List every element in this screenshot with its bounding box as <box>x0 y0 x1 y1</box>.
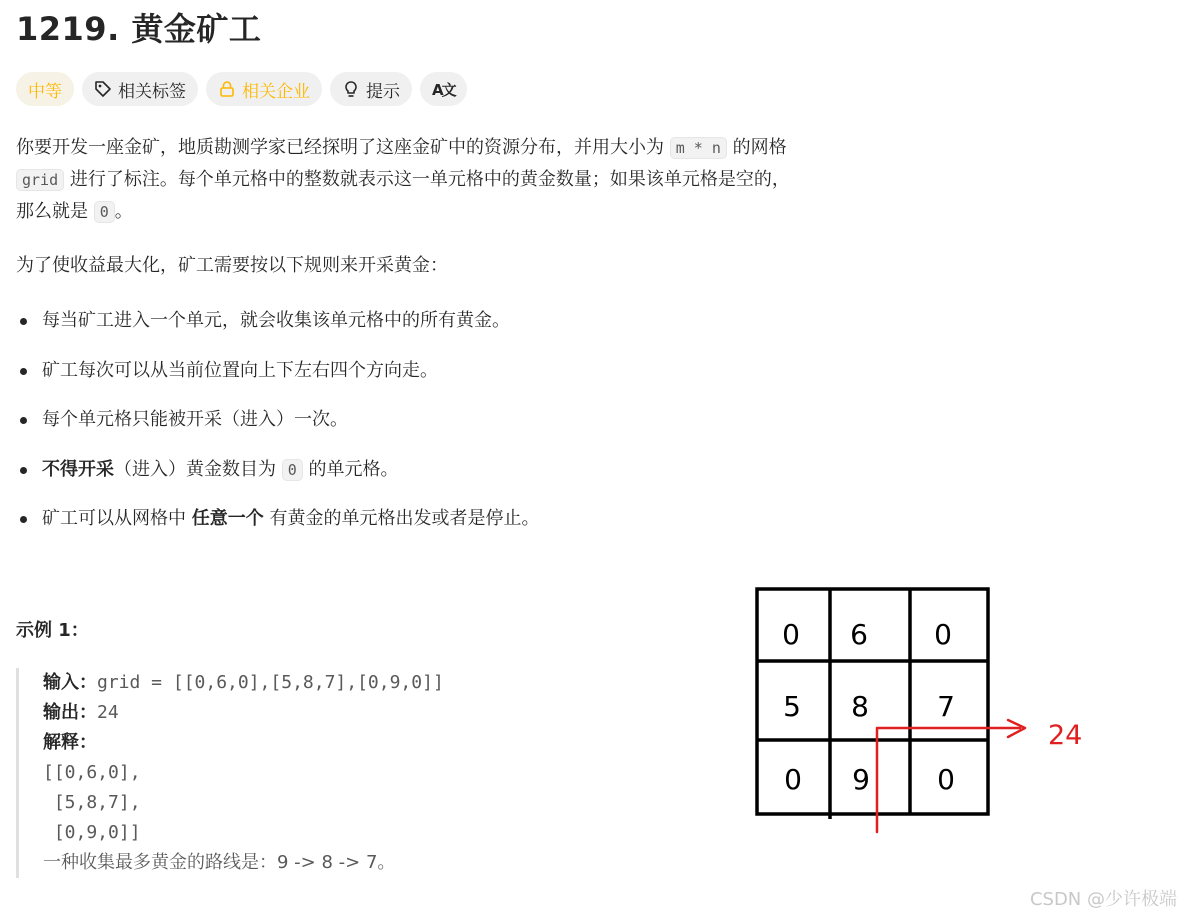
lightbulb-icon <box>342 80 360 98</box>
grid-cell-value: 0 <box>937 763 955 796</box>
grid-cell-value: 0 <box>782 618 800 651</box>
description-text: 。 <box>114 201 133 222</box>
rule-text: 每当矿工进入一个单元，就会收集该单元格中的所有黄金。 <box>42 310 510 331</box>
example-block <box>16 668 444 878</box>
grid-cell-value: 0 <box>784 763 802 796</box>
rule-text: 矿工可以从网格中 <box>42 508 192 529</box>
grid-row-text: [[0,6,0], <box>43 762 141 783</box>
companies-tag-button[interactable] <box>206 72 322 106</box>
topics-tag-label: 相关标签 <box>118 81 186 102</box>
example-input-line <box>43 668 444 698</box>
grid-row-text: [0,9,0]] <box>43 822 141 843</box>
hint-label: 提示 <box>366 81 400 102</box>
bullet-icon <box>20 368 27 375</box>
rules-list <box>16 304 539 552</box>
description-paragraph <box>16 132 790 228</box>
list-item <box>16 453 539 503</box>
bullet-icon <box>20 417 27 424</box>
grid-cell-value: 0 <box>934 618 952 651</box>
companies-tag-label: 相关企业 <box>242 81 310 102</box>
tag-bar <box>16 72 467 106</box>
example-explain-line <box>43 728 444 758</box>
topics-tag-button[interactable] <box>82 72 198 106</box>
watermark: CSDN @少许极端 <box>1029 889 1177 910</box>
grid-row-text: [5,8,7], <box>43 792 141 813</box>
inline-code: 0 <box>94 201 115 223</box>
description-text: 那么就是 <box>16 201 94 222</box>
grid-cell-value: 6 <box>850 618 868 651</box>
problem-title: 1219. 黄金矿工 <box>16 10 262 48</box>
description-text: 的网格 <box>726 137 787 158</box>
translate-button[interactable] <box>420 72 467 106</box>
difficulty-badge <box>16 72 74 106</box>
path-explanation: 一种收集最多黄金的路线是：9 -> 8 -> 7。 <box>43 852 396 873</box>
explain-label: 解释： <box>43 732 97 753</box>
rule-bold-text: 任意一个 <box>191 508 264 529</box>
difficulty-label: 中等 <box>28 81 62 102</box>
rule-bold-text: 不得开采 <box>42 458 114 480</box>
tag-icon <box>94 80 112 98</box>
inline-code: 0 <box>282 459 303 481</box>
grid-cell-value: 9 <box>852 763 870 796</box>
list-item <box>16 304 539 354</box>
rule-text: （进入）黄金数目为 <box>114 458 282 480</box>
input-label: 输入： <box>43 672 97 693</box>
hint-button[interactable] <box>330 72 412 106</box>
rule-text: 每个单元格只能被开采（进入）一次。 <box>42 409 348 430</box>
description-text: 你要开发一座金矿，地质勘测学家已经探明了这座金矿中的资源分布，并用大小为 <box>16 137 670 158</box>
translate-icon: A文 <box>432 80 455 99</box>
example-output-line <box>43 698 444 728</box>
description-text: 进行了标注。每个单元格中的整数就表示这一单元格中的黄金数量；如果该单元格是空的， <box>64 169 790 190</box>
input-value: grid = [[0,6,0],[5,8,7],[0,9,0]] <box>97 672 444 693</box>
bullet-icon <box>20 467 27 474</box>
output-label: 输出： <box>43 702 97 723</box>
bullet-icon <box>20 516 27 523</box>
grid-cell-value: 8 <box>851 690 869 723</box>
rules-intro: 为了使收益最大化，矿工需要按以下规则来开采黄金： <box>16 255 448 276</box>
lock-icon <box>218 80 236 98</box>
bullet-icon <box>20 318 27 325</box>
output-value: 24 <box>97 702 119 723</box>
grid-cell-value: 5 <box>783 690 801 723</box>
rule-text: 有黄金的单元格出发或者是停止。 <box>263 508 540 529</box>
list-item <box>16 403 539 453</box>
example-title: 示例 1： <box>16 620 89 641</box>
result-annotation: 24 <box>1048 720 1083 751</box>
list-item <box>16 354 539 404</box>
inline-code: grid <box>16 169 64 191</box>
inline-code: m * n <box>670 137 727 159</box>
list-item <box>16 502 539 552</box>
rule-text: 的单元格。 <box>302 458 399 480</box>
gold-grid-figure <box>740 575 1100 840</box>
grid-cell-value: 7 <box>937 690 955 723</box>
rule-text: 矿工每次可以从当前位置向上下左右四个方向走。 <box>42 359 438 381</box>
